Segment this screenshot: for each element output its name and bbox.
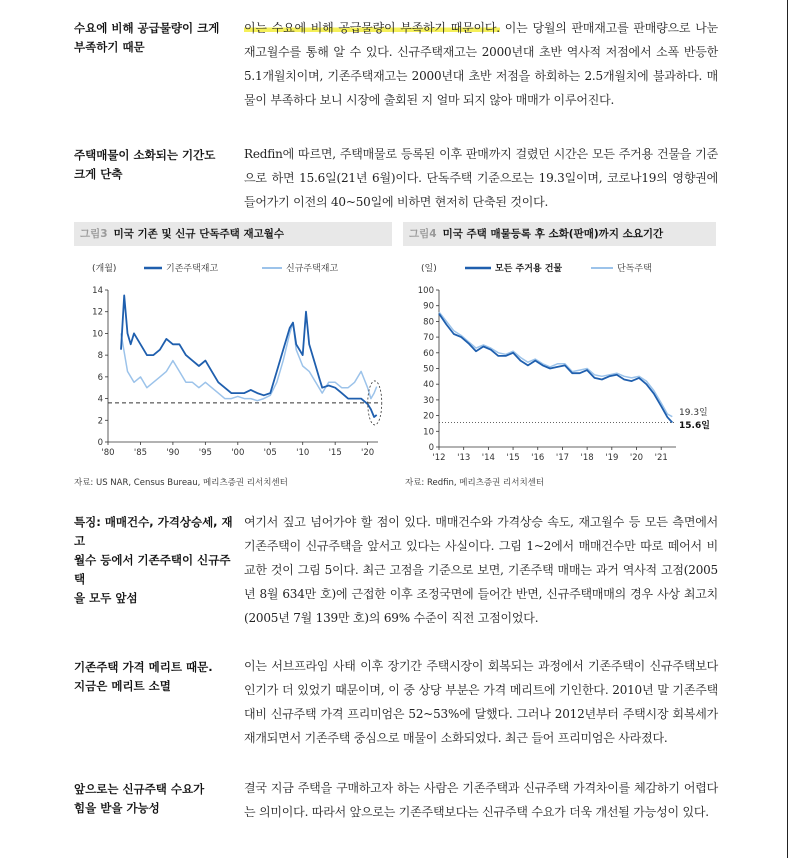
y-tick-label: 6 bbox=[97, 372, 103, 383]
paragraph-2: Redfin에 따르면, 주택매물로 등록된 이후 판매까지 걸렸던 시간은 모든 주거용 건물을 기준으로 하면 15.6일(21년 6월)이다. 단독주택 기준으로는 19.3일이며, 코로나19의 영향권에 들어가기 이전의 40~50일에 비하면 현저히 단축된 것이다. bbox=[244, 147, 718, 209]
x-tick-label: '80 bbox=[101, 448, 115, 458]
side-heading-5: 앞으로는 신규주택 수요가 힘을 받을 가능성 bbox=[74, 782, 205, 815]
x-tick-label: '20 bbox=[629, 453, 644, 463]
paragraph-3: 여기서 짚고 넘어가야 할 점이 있다. 매매건수와 가격상승 속도, 재고월수 등 모든 측면에서 기존주택이 신규주택을 앞서고 있다는 사실이다. 그림 1~2에서 매매건수만 따로 떼어서 비교한 것이 그림 5이다. 최근 고점을 기준으로 보면, 기존주택 매매는 과거 역사적 고점(2005년 8월 634만 호)에 근접한 이후 조정국면에 들어간 반면, 신규주택매매의 경우 사상 최고치(2005년 7월 139만 호)의 69% 수준이 직전 고점이었다. bbox=[244, 515, 718, 625]
y-tick-label: 8 bbox=[97, 351, 103, 362]
paragraph-1 bbox=[244, 16, 718, 112]
page-edge-line bbox=[787, 0, 788, 858]
y-tick-label: 60 bbox=[423, 348, 434, 359]
paragraph-4: 이는 서브프라임 사태 이후 장기간 주택시장이 회복되는 과정에서 기존주택이 신규주택보다 인기가 더 있었기 때문이며, 이 중 상당 부분은 가격 메리트에 기인한다. 2010년 말 기존주택 대비 신규주택 가격 프리미엄은 52~53%에 달했다. 그러나 2012년부터 주택시장 회복세가 재개되면서 기존주택 중심으로 매물이 소화되었다. 최근 들어 프리미엄은 사라졌다. bbox=[244, 659, 718, 745]
x-tick-label: '10 bbox=[296, 448, 310, 458]
series-line-0 bbox=[439, 314, 672, 423]
y-tick-label: 30 bbox=[423, 395, 434, 406]
x-tick-label: '15 bbox=[328, 448, 342, 458]
side-heading-3: 특징: 매매건수, 가격상승세, 재고 월수 등에서 기존주택이 신규주택 을 모두 앞섬 bbox=[74, 515, 233, 605]
figure-3-title: 미국 기존 및 신규 단독주택 재고월수 bbox=[113, 228, 285, 240]
y-tick-label: 70 bbox=[423, 333, 434, 344]
y-tick-label: 100 bbox=[417, 286, 434, 296]
x-tick-label: '05 bbox=[263, 448, 277, 458]
chart-days-to-sale bbox=[403, 255, 723, 470]
paragraph-5: 결국 지금 주택을 구매하고자 하는 사람은 기존주택과 신규주택 가격차이를 체감하기 어렵다는 의미이다. 따라서 앞으로는 기존주택보다는 신규주택 수요가 더욱 개선될 가능성이 있다. bbox=[244, 781, 718, 819]
series-line-1 bbox=[121, 323, 377, 401]
paragraph-1-text: 이는 당월의 판매재고를 판매량으로 나눈 재고월수를 통해 알 수 있다. 신규주택재고는 2000년대 초반 역사적 저점에서 소폭 반등한 5.1개월치이며, 기존주택재고는 2000년대 초반 저점을 하회하는 2.5개월치에 불과하다. 매물이 부족하다 보니 시장에 출회된 지 얼마 되지 않아 매매가 이루어진다. bbox=[244, 21, 718, 107]
y-tick-label: 0 bbox=[428, 443, 434, 453]
figure-4-number: 그림4 bbox=[409, 228, 437, 240]
y-tick-label: 14 bbox=[92, 286, 103, 296]
figure-3-source: 자료: US NAR, Census Bureau, 메리츠증권 리서치센터 bbox=[74, 478, 288, 488]
chart-inventory-months bbox=[72, 255, 392, 470]
x-tick-label: '21 bbox=[654, 453, 668, 463]
chart3-unit-label: (개월) bbox=[92, 264, 117, 274]
y-tick-label: 40 bbox=[423, 380, 434, 391]
figure-3-number: 그림3 bbox=[80, 228, 108, 240]
legend-existing-label: 기존주택재고 bbox=[166, 264, 219, 274]
y-tick-label: 80 bbox=[423, 317, 434, 328]
series-line-1 bbox=[439, 312, 672, 417]
legend-single-label: 단독주택 bbox=[617, 264, 652, 274]
x-tick-label: '00 bbox=[231, 448, 245, 458]
y-tick-label: 10 bbox=[423, 427, 434, 438]
annotation-single-value: 19.3일 bbox=[679, 408, 708, 418]
side-heading-4: 기존주택 가격 메리트 때문. 지금은 메리트 소멸 bbox=[74, 660, 213, 693]
x-tick-label: '18 bbox=[580, 453, 594, 463]
x-tick-label: '14 bbox=[481, 453, 495, 463]
y-tick-label: 20 bbox=[423, 411, 434, 422]
y-tick-label: 10 bbox=[92, 329, 103, 340]
y-tick-label: 0 bbox=[97, 438, 103, 448]
x-tick-label: '85 bbox=[133, 448, 148, 458]
annotation-all-value: 15.6일 bbox=[679, 421, 710, 431]
x-tick-label: '12 bbox=[432, 453, 446, 463]
figure-4-source: 자료: Redfin, 메리츠증권 리서치센터 bbox=[405, 478, 545, 488]
y-tick-label: 2 bbox=[97, 416, 103, 427]
figure-3-header bbox=[74, 222, 392, 246]
x-tick-label: '20 bbox=[361, 448, 375, 458]
x-tick-label: '15 bbox=[506, 453, 520, 463]
side-heading-1: 수요에 비해 공급물량이 크게 부족하기 때문 bbox=[74, 21, 220, 54]
x-tick-label: '17 bbox=[555, 453, 570, 463]
y-tick-label: 4 bbox=[97, 394, 103, 405]
x-tick-label: '90 bbox=[166, 448, 180, 458]
y-tick-label: 50 bbox=[423, 364, 434, 375]
y-tick-label: 90 bbox=[423, 301, 434, 312]
x-tick-label: '19 bbox=[605, 453, 619, 463]
figure-4-title: 미국 주택 매물등록 후 소화(판매)까지 소요기간 bbox=[442, 228, 664, 240]
y-tick-label: 12 bbox=[92, 307, 103, 318]
x-tick-label: '95 bbox=[198, 448, 212, 458]
highlighted-sentence: 이는 수요에 비해 공급물량이 부족하기 때문이다. bbox=[244, 21, 500, 35]
legend-all-label: 모든 주거용 건물 bbox=[495, 264, 563, 274]
figure-4-header bbox=[403, 222, 716, 246]
x-tick-label: '16 bbox=[531, 453, 545, 463]
legend-new-label: 신규주택재고 bbox=[286, 264, 339, 274]
side-heading-2: 주택매물이 소화되는 기간도 크게 단축 bbox=[74, 148, 216, 181]
x-tick-label: '13 bbox=[457, 453, 471, 463]
chart4-unit-label: (일) bbox=[421, 264, 437, 274]
